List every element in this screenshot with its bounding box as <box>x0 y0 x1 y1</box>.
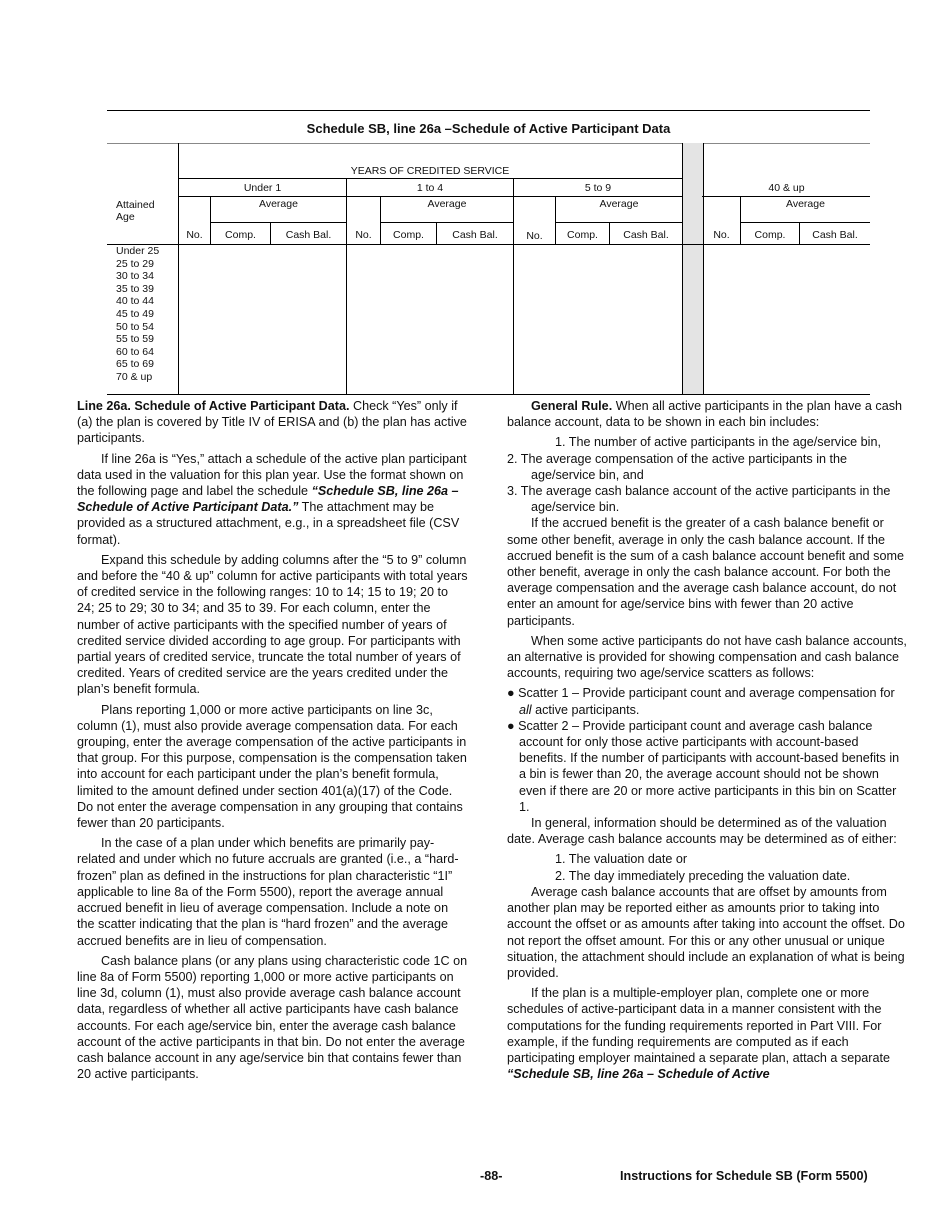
average-label-1: Average <box>259 198 298 210</box>
text-run: Plans reporting 1,000 or more active participants on line 3c, column (1), must also provide average compensation data. For each grouping, enter the average compensation of the active participants in that group. For this purpose, compensation is the compensation taken into account for each participant under the plan’s benefit formula, limited to the amount defined under section 401(a)(17) of the Code. Do not enter the average compensation in any grouping that contains fewer than 20 participants. <box>77 702 467 831</box>
group-label-1-to-4: 1 to 4 <box>416 182 444 194</box>
paragraph <box>507 398 908 430</box>
expansion-column <box>682 143 704 395</box>
average-label-4: Average <box>786 198 825 210</box>
text-run: 1. The number of active participants in the age/service bin, <box>555 435 881 450</box>
list-item <box>507 685 908 717</box>
paragraph <box>507 515 908 628</box>
text-run: ● Scatter 1 – Provide participant count and average compensation for <box>507 686 895 701</box>
right-text-column <box>507 398 908 1086</box>
col-no-1: No. <box>186 229 203 241</box>
age-group-row: 70 & up <box>116 370 153 383</box>
text-run: active participants. <box>531 702 640 717</box>
age-group-list <box>116 245 159 384</box>
age-group-row: Under 25 <box>116 245 160 257</box>
col-cash-3: Cash Bal. <box>623 229 669 241</box>
paragraph <box>77 552 469 698</box>
page-number: -88- <box>480 1169 503 1183</box>
attained-age-label: Attained Age <box>116 199 155 223</box>
paragraph <box>507 884 908 981</box>
col-comp-4: Comp. <box>754 229 786 241</box>
col-no-2: No. <box>355 229 372 241</box>
paragraph <box>507 985 908 1082</box>
col-no-3: No. <box>526 230 543 242</box>
table-top-rule <box>107 110 870 111</box>
list-item <box>507 451 908 483</box>
left-text-column <box>77 398 469 1086</box>
avg-rule-2 <box>380 222 513 223</box>
group-divider-1 <box>346 178 347 395</box>
list-item <box>507 718 908 815</box>
text-run: ● Scatter 2 – Provide participant count and average cash balance account for only those active participants with account-based benefits. If the number of participants with account-based benefits in a bin is fewer than 20, the average account should not be shown even if there are 20 or more active participants in this bin on Scatter 1. <box>507 718 900 814</box>
table-bottom-rule <box>107 394 870 395</box>
text-run: 2. The average compensation of the active participants in the age/service bin, and <box>507 451 848 482</box>
text-run: Check “Yes” only if (a) the plan is covered by Title IV of ERISA and (b) the plan has active participants. <box>77 399 467 446</box>
text-run: “Schedule SB, line 26a – Schedule of Active Participant Data.” <box>77 484 459 515</box>
text-run: When all active participants in the plan have a cash balance account, data to be shown in each bin includes: <box>507 399 903 430</box>
text-run: The attachment may be provided as a structured attachment, e.g., in a spreadsheet file (CSV format). <box>77 500 460 547</box>
group-label-40-up: 40 & up <box>768 182 805 194</box>
text-run: General Rule. <box>531 399 613 413</box>
text-run: Average cash balance accounts that are offset by amounts from another plan may be reported either as amounts prior to taking into account the offset or as amounts after taking into account the offset. Do not report the offset amount. For this or any other unusual or unique situation, the attachment should include an explanation of what is being provided. <box>507 884 905 980</box>
years-rule <box>178 178 682 179</box>
text-run: If the accrued benefit is the greater of a cash balance benefit or some other benefit, average in only the cash balance account. If the accrued benefit is the sum of a cash balance account benefit and some other benefit, average in only the cash balance account. For both the average compensation and the average cash balance account, do not enter an amount for age/service bins with fewer than 20 active participants. <box>507 516 904 628</box>
col-cash-2: Cash Bal. <box>452 229 498 241</box>
list-item <box>507 868 908 884</box>
col-cash-4: Cash Bal. <box>812 229 858 241</box>
group-rule-right <box>702 196 870 197</box>
text-run: When some active participants do not have cash balance accounts, an alternative is provided for showing compensation and cash balance accounts, requiring two age/service scatters as follows: <box>507 633 907 681</box>
paragraph <box>77 835 469 948</box>
paragraph <box>77 702 469 832</box>
paragraph <box>77 451 469 548</box>
age-group-row: 50 to 54 <box>116 320 154 333</box>
age-group-row: 45 to 49 <box>116 307 154 320</box>
header-bottom-rule <box>107 244 870 245</box>
text-run: Expand this schedule by adding columns after the “5 to 9” column and before the “40 & up” column for active participants with total years of credited service in the following ranges: 10 to 14; 15 to 19; 20 to 24; 25 to 29; 30 to 34; and 35 to 39. For each column, enter the number of active participants with the specified number of years of credited service divided according to age group. For participants with partial years of credited service, truncate the total number of years of credited. Years of credited service are the years credited under the plan’s benefit formula. <box>77 552 468 697</box>
average-label-3: Average <box>599 198 639 210</box>
avg-rule-1 <box>210 222 346 223</box>
col-comp-2: Comp. <box>393 229 424 241</box>
age-col-divider <box>178 143 179 395</box>
text-run: 1. The valuation date or <box>555 852 688 867</box>
text-run: In general, information should be determined as of the valuation date. Average cash balance accounts may be determined as of either: <box>507 816 897 847</box>
col-comp-1: Comp. <box>225 229 256 241</box>
age-group-row: 25 to 29 <box>116 257 154 270</box>
group-label-5-to-9: 5 to 9 <box>584 182 612 194</box>
years-header: YEARS OF CREDITED SERVICE <box>350 165 510 177</box>
group-divider-2 <box>513 178 514 395</box>
text-run: Cash balance plans (or any plans using characteristic code 1C on line 8a of Form 5500) reporting 1,000 or more active participants on line 3d, column (1), must also provide average cash balance account data, regardless of whether all active participants have cash balance accounts. For each age/service bin, enter the average cash balance account of the active participants in that bin. Do not enter the average cash balance account in any age/service bin that contains fewer than 20 active participants. <box>77 953 468 1082</box>
age-group-row: 55 to 59 <box>116 333 154 346</box>
group-rule-left <box>178 196 682 197</box>
age-group-row: 65 to 69 <box>116 358 154 371</box>
paragraph <box>507 633 908 682</box>
paragraph <box>77 398 469 447</box>
age-group-row: 60 to 64 <box>116 345 154 358</box>
text-run: If the plan is a multiple-employer plan, complete one or more schedules of active-participant data in a manner consistent with the computations for the funding requirements reported in Part VIII. For example, if the funding requirements are computed as if each participating employer maintained a separate plan, attach a separate <box>507 986 890 1065</box>
title-rule <box>107 143 870 144</box>
table-title: Schedule SB, line 26a –Schedule of Active Participant Data <box>306 121 671 136</box>
footer-doc-title: Instructions for Schedule SB (Form 5500) <box>620 1169 868 1183</box>
col-cash-1: Cash Bal. <box>285 229 332 241</box>
text-run: “Schedule SB, line 26a – Schedule of Active <box>507 1067 770 1082</box>
age-group-row: 30 to 34 <box>116 270 154 283</box>
age-group-row: 35 to 39 <box>116 282 154 295</box>
col-no-4: No. <box>713 229 730 241</box>
list-item <box>507 434 908 450</box>
text-run: Line 26a. Schedule of Active Participant Data. <box>77 399 350 413</box>
age-group-row: 40 to 44 <box>116 295 154 308</box>
text-run: If line 26a is “Yes,” attach a schedule of the active plan participant data used in the valuation for this plan year. Use the format shown on the following page and label the schedule <box>77 451 467 499</box>
list-item <box>507 483 908 515</box>
group-label-under-1: Under 1 <box>243 182 282 194</box>
paragraph <box>507 815 908 847</box>
col-comp-3: Comp. <box>567 229 598 241</box>
text-run: 3. The average cash balance account of the active participants in the age/service bin. <box>507 484 891 515</box>
avg-rule-3 <box>555 222 682 223</box>
paragraph <box>77 953 469 1083</box>
list-item <box>507 851 908 867</box>
text-run: 2. The day immediately preceding the valuation date. <box>555 868 851 883</box>
text-run: all <box>519 702 532 717</box>
avg-rule-4 <box>740 222 870 223</box>
average-label-2: Average <box>427 198 467 210</box>
text-run: In the case of a plan under which benefits are primarily pay-related and under which no future accruals are granted (i.e., a “hard-frozen” plan as defined in the instructions for plan characteristic “1I” applicable to line 8a of the Form 5500), report the average annual accrued benefit in lieu of average compensation. Include a note on the scatter indicating that the plan is “hard frozen” and the average accrued benefits are in lieu of compensation. <box>77 836 459 948</box>
